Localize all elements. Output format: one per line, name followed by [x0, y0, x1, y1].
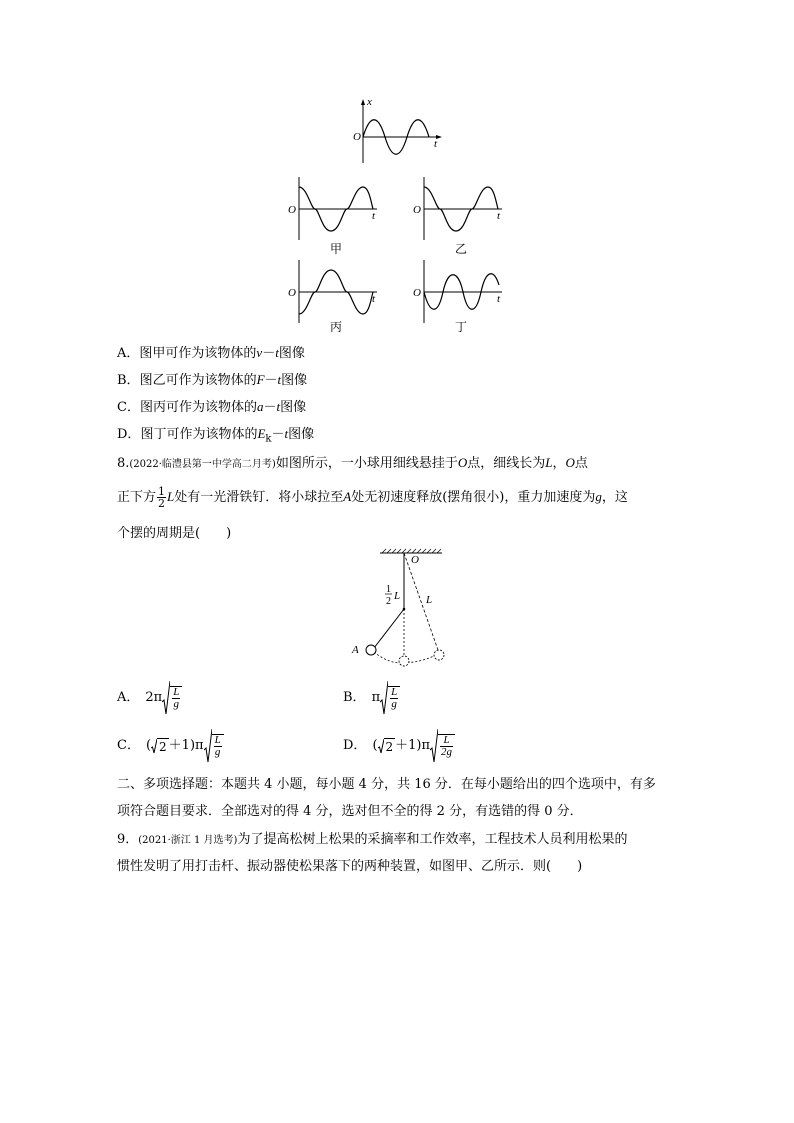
- q8-option-a[interactable]: A． 2π $\frac{L}{g}$: [117, 680, 182, 716]
- x-axis-label: t: [434, 138, 438, 150]
- q7-option-b[interactable]: B．图乙可作为该物体的F－t图像: [117, 372, 308, 388]
- origin-label: O: [288, 204, 296, 216]
- x-axis-label: t: [497, 210, 501, 222]
- sqrt-l-over-2g: $\frac{L}{2g}$: [430, 728, 455, 764]
- label-o: O: [411, 554, 419, 566]
- q8-option-c[interactable]: C． ( 2 ＋1)π $\frac{L}{g}$: [117, 728, 224, 764]
- origin-label: O: [353, 131, 361, 143]
- caption-jia: 甲: [330, 242, 343, 256]
- x-axis-label: t: [372, 293, 376, 305]
- x-axis-label: t: [497, 293, 501, 305]
- sqrt-2: 2: [151, 738, 169, 755]
- origin-label: O: [413, 204, 421, 216]
- graph-bing: [285, 255, 385, 325]
- q8-option-d[interactable]: D． ( 2 ＋1)π $\frac{L}{2g}$: [343, 728, 455, 764]
- graph-ding: [410, 255, 510, 325]
- sqrt-2: 2: [378, 738, 396, 755]
- graph-top: [340, 95, 450, 165]
- caption-bing: 丙: [330, 320, 343, 334]
- section2-line-2: 项符合题目要求．全部选对的得 4 分，选对但不全的得 2 分，有选错的得 0 分．: [117, 804, 583, 819]
- q7-option-a[interactable]: A．图甲可作为该物体的v－t图像: [117, 345, 305, 361]
- caption-yi: 乙: [455, 242, 468, 256]
- section2-line-1: 二、多项选择题：本题共 4 小题，每小题 4 分，共 16 分．在每小题给出的四个选项中，有多: [117, 777, 656, 792]
- graph-jia: [285, 172, 385, 242]
- x-axis-label: t: [372, 210, 376, 222]
- q8-option-b[interactable]: B． π $\frac{L}{g}$: [343, 680, 400, 716]
- label-l: L: [426, 594, 433, 606]
- ball-bottom: [399, 656, 409, 666]
- ball-right: [434, 650, 444, 660]
- sqrt-l-over-g: $\frac{L}{g}$: [204, 728, 224, 764]
- ball-a: [366, 645, 376, 655]
- label-a: A: [352, 644, 359, 656]
- label-half-den: 2: [386, 596, 391, 607]
- origin-label: O: [413, 287, 421, 299]
- string-lower: [374, 609, 404, 648]
- graph-yi: [410, 172, 510, 242]
- fraction-half: $\frac{1}{2}$: [158, 485, 166, 510]
- origin-label: O: [288, 287, 296, 299]
- q8-line-2: 正下方 $\frac{1}{2}$ L处有一光滑铁钉．将小球拉至A处无初速度释放(摆角很小)，重力加速度为g，这: [117, 485, 628, 510]
- q7-option-d[interactable]: D．图丁可作为该物体的$E_k-t$图像: [117, 426, 315, 445]
- label-half-num: 1: [386, 584, 391, 595]
- label-half-l: L: [394, 590, 401, 602]
- q7-option-c[interactable]: C．图丙可作为该物体的a－t图像: [117, 399, 307, 415]
- pendulum-figure: [345, 548, 455, 668]
- y-axis-label: x: [367, 96, 372, 108]
- q8-line-3: 个摆的周期是( ): [117, 526, 232, 541]
- sqrt-l-over-g: $\frac{L}{g}$: [162, 680, 182, 716]
- q9-line-1: 9．(2021·浙江 1 月选考)为了提高松树上松果的采摘率和工作效率，工程技术人员利用松果的: [117, 832, 628, 847]
- q9-line-2: 惯性发明了用打击杆、振动器使松果落下的两种装置，如图甲、乙所示．则( ): [117, 859, 583, 874]
- caption-ding: 丁: [455, 320, 468, 334]
- sqrt-l-over-g: $\frac{L}{g}$: [380, 680, 400, 716]
- q8-line-1: 8.(2022·临澧县第一中学高二月考)如图所示，一小球用细线悬挂于O点，细线长为L，O点: [117, 455, 588, 471]
- swing-dashed: [404, 553, 438, 650]
